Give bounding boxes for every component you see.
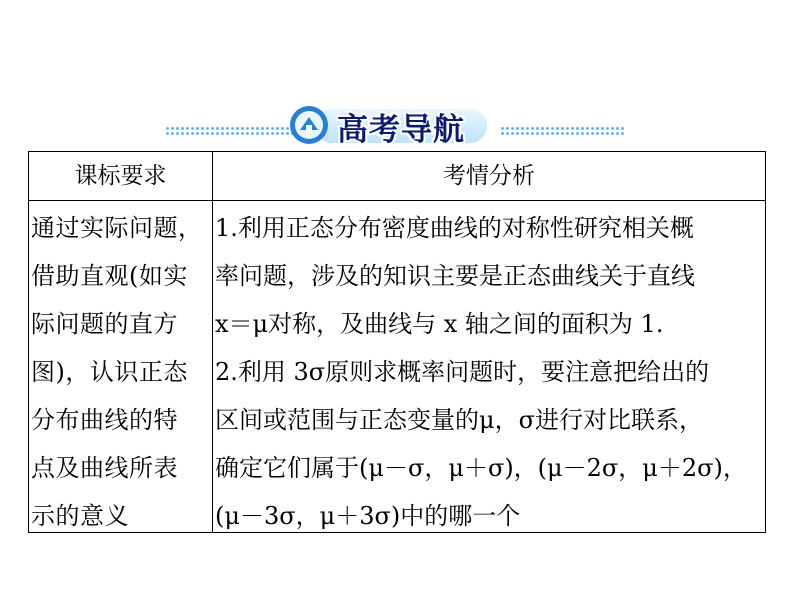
requirement-line: 际问题的直方 xyxy=(31,310,178,338)
banner-dots-left xyxy=(165,126,295,136)
analysis-line: x＝μ对称，及曲线与 x 轴之间的面积为 1. xyxy=(215,310,664,338)
banner-badge xyxy=(287,101,487,148)
analysis-line: 2.利用 3σ原则求概率问题时，要注意把给出的 xyxy=(215,358,710,386)
analysis-line: 确定它们属于(μ－σ，μ＋σ)，(μ－2σ，μ＋2σ)， xyxy=(215,454,747,482)
analysis-line: (μ－3σ，μ＋3σ)中的哪一个 xyxy=(215,502,521,530)
header-analysis: 考情分析 xyxy=(443,163,535,189)
curriculum-table xyxy=(28,151,766,533)
requirement-line: 图)，认识正态 xyxy=(31,358,188,386)
book-logo-icon xyxy=(287,103,331,145)
banner-dots-right xyxy=(500,126,625,136)
requirement-line: 分布曲线的特 xyxy=(31,406,178,434)
requirement-line: 示的意义 xyxy=(31,502,129,530)
header-requirements: 课标要求 xyxy=(74,163,167,189)
requirement-line: 通过实际问题， xyxy=(31,214,203,242)
requirements-cell xyxy=(31,204,211,540)
banner-title: 高考导航 xyxy=(337,112,465,148)
section-banner xyxy=(165,101,625,147)
analysis-line: 区间或范围与正态变量的μ，σ进行对比联系， xyxy=(215,406,703,434)
analysis-cell xyxy=(215,204,763,540)
column-divider xyxy=(212,152,213,532)
analysis-line: 率问题，涉及的知识主要是正态曲线关于直线 xyxy=(215,262,695,290)
analysis-line: 1.利用正态分布密度曲线的对称性研究相关概 xyxy=(215,214,694,242)
requirement-line: 点及曲线所表 xyxy=(31,454,178,482)
requirement-line: 借助直观(如实 xyxy=(31,262,188,290)
header-divider xyxy=(29,200,765,201)
